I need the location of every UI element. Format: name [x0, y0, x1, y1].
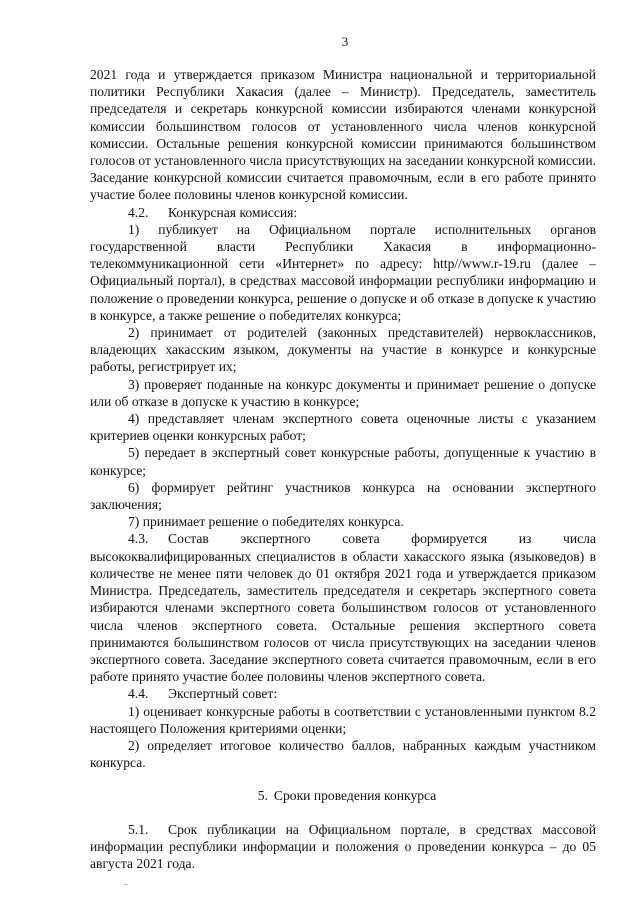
page-number: 3: [341, 34, 349, 49]
section-4-3-number: 4.3.: [128, 531, 149, 547]
section-4-2-item-1: 1) публикует на Официальном портале исполнительных органов государственной власти Республики Хакасия в информационно-телекоммуникационной сети «Интернет» по адресу: http//www.r-19.ru (далее – Официальный портал), в средствах массовой информации республики информацию и положение о проведении конкурса, решение о допуске и об отказе в допуске к участию в конкурсе, а также решение о победителях конкурса;: [90, 221, 596, 323]
section-4-4-number: 4.4.: [128, 686, 149, 702]
section-4-4-header: [90, 685, 596, 702]
section-4-2-item-5: 5) передает в экспертный совет конкурсные работы, допущенные к участию в конкурсе;: [90, 445, 596, 478]
section-4-3-paragraph: [90, 530, 596, 685]
section-4-3-text: Состав экспертного совета формируется из числа высококвалифицированных специалистов в области хакасского языка (языковедов) в количестве не менее пяти человек до 01 октября 2021 года и утверждается приказом Министра. Председатель, заместитель председателя и секретарь экспертного совета избираются членами экспертного совета большинством голосов от установленного числа членов экспертного совета. Остальные решения экспертного совета принимаются большинством голосов от числа присутствующих на заседании членов экспертного совета. Заседание экспертного совета считается правомочным, если в его работе принято участие более половины членов экспертного совета.: [90, 531, 596, 685]
section-4-4-title: Экспертный совет:: [168, 686, 278, 702]
document-body: [90, 66, 596, 872]
section-4-2-number: 4.2.: [128, 204, 149, 220]
section-4-4-item-1: 1) оценивает конкурсные работы в соответствии с установленными пунктом 8.2 настоящего Положения критериями оценки;: [90, 703, 596, 736]
section-5-1-paragraph: [90, 821, 596, 873]
section-5-title: Сроки проведения конкурса: [273, 788, 437, 804]
scan-speck: [124, 884, 128, 885]
section-4-2-header: [90, 204, 596, 221]
section-5-1-number: 5.1.: [128, 821, 149, 837]
section-4-4-item-2: 2) определяет итоговое количество баллов, набранных каждым участником конкурса.: [90, 737, 596, 771]
section-4-2-item-6: 6) формирует рейтинг участников конкурса на основании экспертного заключения;: [90, 479, 596, 513]
section-5-heading: [90, 787, 596, 804]
section-5-number: 5.: [257, 788, 268, 804]
section-4-2-item-4: 4) представляет членам экспертного совета оценочные листы с указанием критериев оценки конкурсных работ;: [90, 411, 596, 444]
section-5-1-text: Срок публикации на Официальном портале, в средствах массовой информации республики информации и положения о проведении конкурса – до 05 августа 2021 года.: [90, 821, 596, 871]
intro-paragraph: 2021 года и утверждается приказом Министра национальной и территориальной политики Республики Хакасия (далее – Министр). Председатель, заместитель председателя и секретарь конкурсной комиссии избираются членами конкурсной комиссии большинством голосов от установленного числа членов конкурсной комиссии. Остальные решения конкурсной комиссии принимаются большинством голосов от установленного числа присутствующих на заседании конкурсной комиссии. Заседание конкурсной комиссии считается правомочным, если в его работе принято участие более половины членов конкурсной комиссии.: [90, 67, 596, 203]
section-4-2-item-7: 7) принимает решение о победителях конкурса.: [128, 514, 404, 530]
section-4-2-item-3: 3) проверяет поданные на конкурс документы и принимает решение о допуске или об отказе в допуске к участию в конкурсе;: [90, 376, 596, 409]
section-4-2-item-2: 2) принимает от родителей (законных представителей) нервоклассников, владеющих хакасским языком, документы на участие в конкурсе и конкурсные работы, регистрирует их;: [90, 325, 596, 375]
section-4-2-title: Конкурсная комиссия:: [168, 204, 298, 220]
